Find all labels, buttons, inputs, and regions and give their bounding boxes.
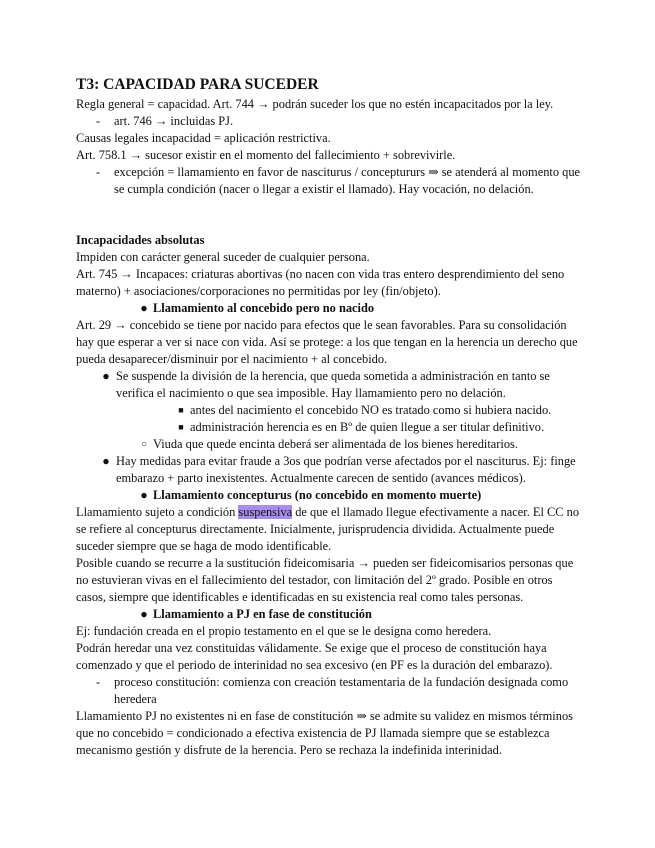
circle-bullet-icon: ○ [140, 439, 148, 450]
document-title: T3: CAPACIDAD PARA SUCEDER [76, 76, 319, 93]
bullet-icon: ● [102, 454, 110, 468]
bullet-item-text: Se suspende la división de la herencia, que queda sometida a administración en tanto se verifica el nacimiento o que sea imposible. Hay llamamiento pero no delación. [116, 369, 550, 400]
sub-bullet-item [76, 419, 581, 436]
sub-bullet-text: Viuda que quede encinta deberá ser alimentada de los bienes hereditarios. [153, 437, 518, 451]
bullet-item [76, 368, 581, 402]
text-run: de que el llamado llegue efectivamente a nacer. El CC no se refiere al concepturus directamente. Inicialmente, jurisprudencia dividida. Actualmente puede suceder siempre que se haga de modo identificable. [76, 505, 580, 553]
section-heading: Incapacidades absolutas [76, 233, 205, 247]
paragraph: Art. 745 → Incapaces: criaturas abortivas (no nacen con vida tras entero desprendimiento del seno materno) + asociaciones/corporaciones no permitidas por ley (fin/objeto). [76, 267, 565, 298]
paragraph: Podrán heredar una vez constituidas válidamente. Se exige que el proceso de constitución haya comenzado y que el periodo de interinidad no sea excesivo (en PF es la duración del embarazo). [76, 641, 553, 672]
sub-bullet-text: administración herencia es en Bº de quien llegue a ser titular definitivo. [190, 420, 545, 434]
sub-bullet-item [76, 436, 581, 453]
dash-item [76, 113, 581, 130]
dash-item-text: excepción = llamamiento en favor de nasciturus / conceptururs ⇒ se atenderá al momento que se cumpla condición (nacer o llegar a existir el llamado). Hay vocación, no delación. [114, 165, 581, 196]
square-bullet-icon: ■ [178, 422, 184, 432]
dash-marker: - [96, 165, 101, 179]
section-gap [76, 198, 581, 232]
dash-marker: - [96, 675, 101, 689]
paragraph: Art. 758.1 → sucesor existir en el momento del fallecimiento + sobrevivirle. [76, 148, 456, 162]
dash-item [76, 674, 581, 708]
paragraph: Posible cuando se recurre a la sustitución fideicomisaria → pueden ser fideicomisarios personas que no estuvieran vivas en el fallecimiento del testador, con limitación del 2º grado. Posible en otros casos, siempre que identificables e identificadas en su existencia real como tales personas. [76, 556, 574, 604]
bullet-icon: ● [140, 607, 148, 621]
subheading-text: Llamamiento al concebido pero no nacido [153, 301, 375, 315]
bullet-icon: ● [140, 488, 148, 502]
paragraph: Impiden con carácter general suceder de cualquier persona. [76, 250, 370, 264]
paragraph: Ej: fundación creada en el propio testamento en el que se le designa como heredera. [76, 624, 492, 638]
subheading-3 [76, 606, 581, 623]
subheading-2 [76, 487, 581, 504]
paragraph-with-highlight [76, 504, 581, 555]
square-bullet-icon: ■ [178, 405, 184, 415]
highlighted-word: suspensiva [238, 505, 293, 519]
sub-bullet-text: antes del nacimiento el concebido NO es tratado como si hubiera nacido. [190, 403, 552, 417]
dash-marker: - [96, 114, 101, 128]
bullet-item [76, 453, 581, 487]
dash-item [76, 164, 581, 198]
bullet-item-text: Hay medidas para evitar fraude a 3os que podrían verse afectados por el nasciturus. Ej: finge embarazo + parto inexistentes. Actualmente carecen de sentido (avances médicos). [116, 454, 576, 485]
sub-bullet-item [76, 402, 581, 419]
bullet-icon: ● [102, 369, 110, 383]
paragraph: Art. 29 → concebido se tiene por nacido para efectos que le sean favorables. Para su consolidación hay que esperar a ver si nace con vida. Así se protege: a los que tengan en la herencia un derecho que pueda desaparecer/disminuir por el nacimiento + al concebido. [76, 318, 578, 366]
paragraph: Causas legales incapacidad = aplicación restrictiva. [76, 131, 331, 145]
paragraph: Llamamiento PJ no existentes ni en fase de constitución ⇒ se admite su validez en mismos términos que no concebido = condicionado a efectiva existencia de PJ llamada siempre que se establezca mecanismo gestión y disfrute de la herencia. Pero se rechaza la indefinida interinidad. [76, 709, 573, 757]
document-body [76, 74, 581, 759]
dash-item-text: art. 746 → incluidas PJ. [114, 114, 234, 128]
text-run: Llamamiento sujeto a condición [76, 505, 239, 519]
bullet-icon: ● [140, 301, 148, 315]
dash-item-text: proceso constitución: comienza con creación testamentaria de la fundación designada como heredera [114, 675, 569, 706]
subheading-text: Llamamiento a PJ en fase de constitución [153, 607, 372, 621]
subheading-text: Llamamiento concepturus (no concebido en momento muerte) [153, 488, 482, 502]
paragraph: Regla general = capacidad. Art. 744 → podrán suceder los que no estén incapacitados por la ley. [76, 97, 554, 111]
subheading-1 [76, 300, 581, 317]
